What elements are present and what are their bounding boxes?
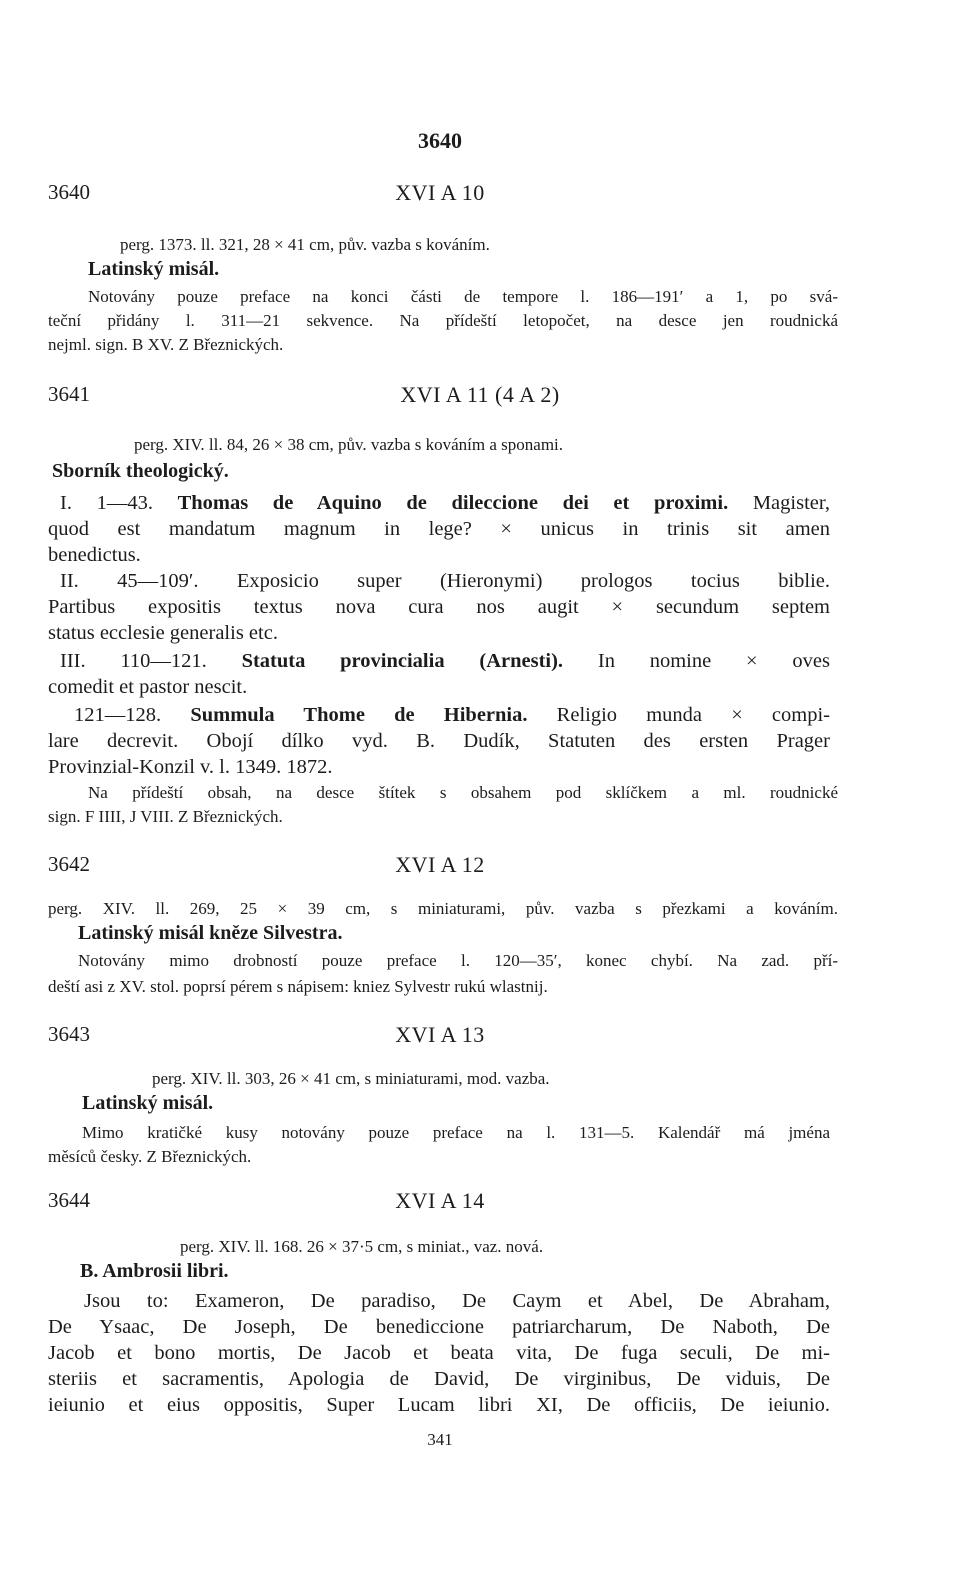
entry-3644-title: B. Ambrosii libri. — [80, 1260, 229, 1282]
entry-3644-body-4: steriis et sacramentis, Apologia de David, De virginibus, De viduis, De — [48, 1368, 830, 1390]
entry-3640-meta: perg. 1373. ll. 321, 28 × 41 cm, pův. vazba s kováním. — [120, 235, 490, 254]
entry-3640-note-2: teční přidány l. 311—21 sekvence. Na přídeští letopočet, na desce jen roudnická — [48, 311, 838, 330]
entry-number: 3641 — [48, 382, 90, 406]
entry-3644-body-1: Jsou to: Exameron, De paradiso, De Caym et Abel, De Abraham, — [84, 1290, 830, 1312]
entry-3643-meta: perg. XIV. ll. 303, 26 × 41 cm, s miniaturami, mod. vazba. — [152, 1069, 550, 1088]
entry-3640-note-3: nejml. sign. B XV. Z Březnických. — [48, 335, 284, 354]
entry-3643-note-2: měsíců česky. Z Březnických. — [48, 1147, 252, 1166]
entry-3642-note-2: deští asi z XV. stol. poprsí pérem s nápisem: kniez Sylvestr rukú wlastnij. — [48, 977, 548, 996]
entry-3641-item-4: 121—128. Summula Thome de Hibernia. Religio munda × compi- — [74, 704, 830, 726]
entry-3643-title: Latinský misál. — [82, 1092, 214, 1114]
entry-3641-note-1: Na přídeští obsah, na desce štítek s obsahem pod sklíčkem a ml. roudnické — [88, 783, 838, 802]
entry-3641-title: Sborník theologický. — [52, 460, 229, 482]
entry-3642-meta: perg. XIV. ll. 269, 25 × 39 cm, s miniaturami, pův. vazba s přezkami a kováním. — [48, 899, 838, 918]
shelf-signature: XVI A 11 (4 A 2) — [400, 382, 560, 407]
entry-3641-line-11: Provinzial-Konzil v. l. 1349. 1872. — [48, 756, 333, 778]
entry-3641-line-6: status ecclesie generalis etc. — [48, 622, 278, 644]
entry-3640-title: Latinský misál. — [88, 258, 220, 280]
entry-number: 3644 — [48, 1188, 90, 1212]
shelf-signature: XVI A 14 — [395, 1188, 485, 1213]
page-header-number: 3640 — [418, 128, 462, 153]
entry-3644-body-3: Jacob et bono mortis, De Jacob et beata vita, De fuga seculi, De mi- — [48, 1342, 830, 1364]
shelf-signature: XVI A 10 — [395, 180, 485, 205]
entry-3641-line-3: benedictus. — [48, 544, 141, 566]
entry-3641-line-8: comedit et pastor nescit. — [48, 676, 248, 698]
entry-3644-body-5: ieiunio et eius oppositis, Super Lucam libri XI, De officiis, De ieiunio. — [48, 1394, 830, 1416]
entry-3641-line-10: lare decrevit. Obojí dílko vyd. B. Dudík, Statuten des ersten Prager — [48, 730, 830, 752]
shelf-signature: XVI A 12 — [395, 852, 485, 877]
entry-3640-note-1: Notovány pouze preface na konci části de tempore l. 186—191′ a 1, po svá- — [88, 287, 838, 306]
entry-3641-line-5: Partibus expositis textus nova cura nos augit × secundum septem — [48, 596, 830, 618]
entry-3641-item-3: III. 110—121. Statuta provincialia (Arnesti). In nomine × oves — [60, 650, 830, 672]
entry-3644-meta: perg. XIV. ll. 168. 26 × 37·5 cm, s miniat., vaz. nová. — [180, 1237, 544, 1256]
entry-3642-title: Latinský misál kněze Silvestra. — [78, 922, 343, 944]
entry-number: 3642 — [48, 852, 90, 876]
entry-3642-note-1: Notovány mimo drobností pouze preface l. 120—35′, konec chybí. Na zad. pří- — [78, 951, 838, 970]
shelf-signature: XVI A 13 — [395, 1022, 485, 1047]
entry-3641-line-2: quod est mandatum magnum in lege? × unicus in trinis sit amen — [48, 518, 830, 540]
entry-3641-meta: perg. XIV. ll. 84, 26 × 38 cm, pův. vazba s kováním a sponami. — [134, 435, 564, 454]
entry-3641-item-1: I. 1—43. Thomas de Aquino de dileccione dei et proximi. Magister, — [60, 492, 830, 514]
footer-page-number: 341 — [427, 1430, 453, 1449]
entry-number: 3643 — [48, 1022, 90, 1046]
entry-3641-note-2: sign. F IIII, J VIII. Z Březnických. — [48, 807, 283, 826]
entry-3641-item-2: II. 45—109′. Exposicio super (Hieronymi) prologos tocius biblie. — [60, 570, 830, 592]
entry-3643-note-1: Mimo kratičké kusy notovány pouze preface na l. 131—5. Kalendář má jména — [82, 1123, 830, 1142]
entry-3644-body-2: De Ysaac, De Joseph, De benediccione patriarcharum, De Naboth, De — [48, 1316, 830, 1338]
entry-number: 3640 — [48, 180, 90, 204]
